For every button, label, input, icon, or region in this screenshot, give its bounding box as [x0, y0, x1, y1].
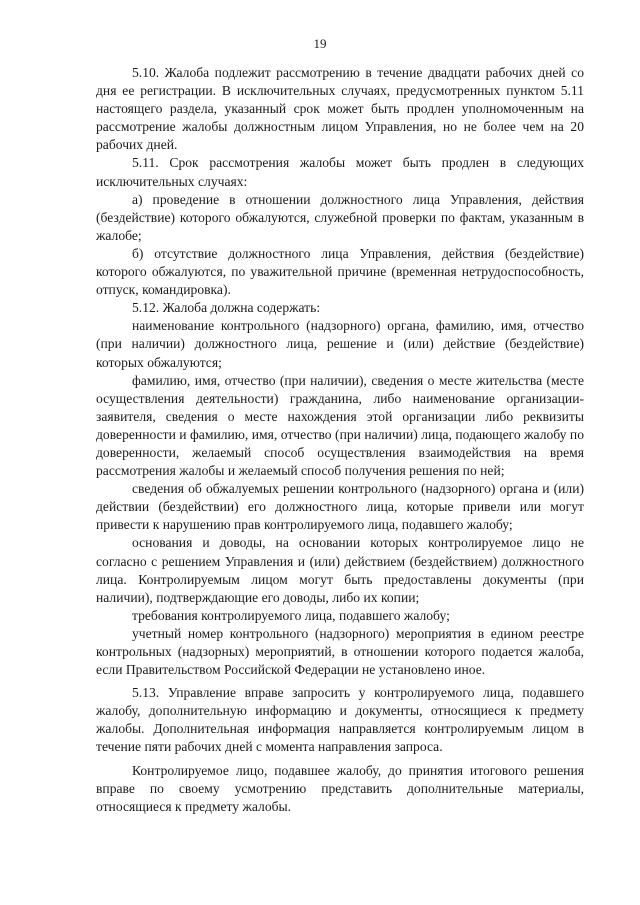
paragraph-5-13: 5.13. Управление вправе запросить у контролируемого лица, подавшего жалобу, дополнительную информацию и документы, относящиеся к предмету жалобы. Дополнительная информация направляется контролируемым лицом в течение пяти рабочих дней с момента направления запроса. — [96, 685, 584, 755]
paragraph-5-12: 5.12. Жалоба должна содержать: — [132, 300, 321, 316]
paragraph-5-10: 5.10. Жалоба подлежит рассмотрению в течение двадцати рабочих дней со дня ее регистрации. В исключительных случаях, предусмотренных пунктом 5.11 настоящего раздела, указанный срок может быть продлен уполномоченным на рассмотрение жалобы должностным лицом Управления, но не более чем на 20 рабочих дней. — [96, 65, 584, 153]
page-number: 19 — [313, 36, 327, 51]
paragraph-5-12-item-5: требования контролируемого лица, подавшего жалобу; — [132, 607, 450, 623]
paragraph-5-12-item-6: учетный номер контрольного (надзорного) мероприятия в едином реестре контрольных (надзорных) мероприятий, в отношении которого подается жалоба, если Правительством Российской Федерации не установлено иное. — [96, 625, 584, 678]
document-body — [96, 64, 584, 816]
paragraph-5-11: 5.11. Срок рассмотрения жалобы может быть продлен в следующих исключительных случаях: — [96, 155, 584, 189]
paragraph-5-12-item-2: фамилию, имя, отчество (при наличии), сведения о месте жительства (месте осуществления деятельности) гражданина, либо наименование организации-заявителя, сведения о месте нахождения этой организации либо реквизиты доверенности и фамилию, имя, отчество (при наличии) лица, подающего жалобу по доверенности, желаемый способ осуществления взаимодействия на время рассмотрения жалобы и желаемый способ получения решения по ней; — [96, 372, 584, 479]
paragraph-5-11-b: б) отсутствие должностного лица Управления, действия (бездействие) которого обжалуются, по уважительной причине (временная нетрудоспособность, отпуск, командировка). — [96, 245, 584, 298]
paragraph-5-13-continuation: Контролируемое лицо, подавшее жалобу, до принятия итогового решения вправе по своему усмотрению представить дополнительные материалы, относящиеся к предмету жалобы. — [96, 762, 584, 814]
paragraph-5-12-item-3: сведения об обжалуемых решении контрольного (надзорного) органа и (или) действии (бездействии) его должностного лица, которые привели или могут привести к нарушению прав контролируемого лица, подавшего жалобу; — [96, 481, 584, 533]
paragraph-5-12-item-4: основания и доводы, на основании которых контролируемое лицо не согласно с решением Управления и (или) действием (бездействием) должностного лица. Контролируемым лицом могут быть предоставлены документы (при наличии), подтверждающие его доводы, либо их копии; — [96, 535, 584, 605]
paragraph-5-12-item-1: наименование контрольного (надзорного) органа, фамилию, имя, отчество (при наличии) должностного лица, решение и (или) действие (бездействие) которых обжалуются; — [96, 318, 584, 370]
paragraph-5-11-a: а) проведение в отношении должностного лица Управления, действия (бездействие) которого обжалуются, служебной проверки по фактам, указанным в жалобе; — [96, 191, 584, 243]
